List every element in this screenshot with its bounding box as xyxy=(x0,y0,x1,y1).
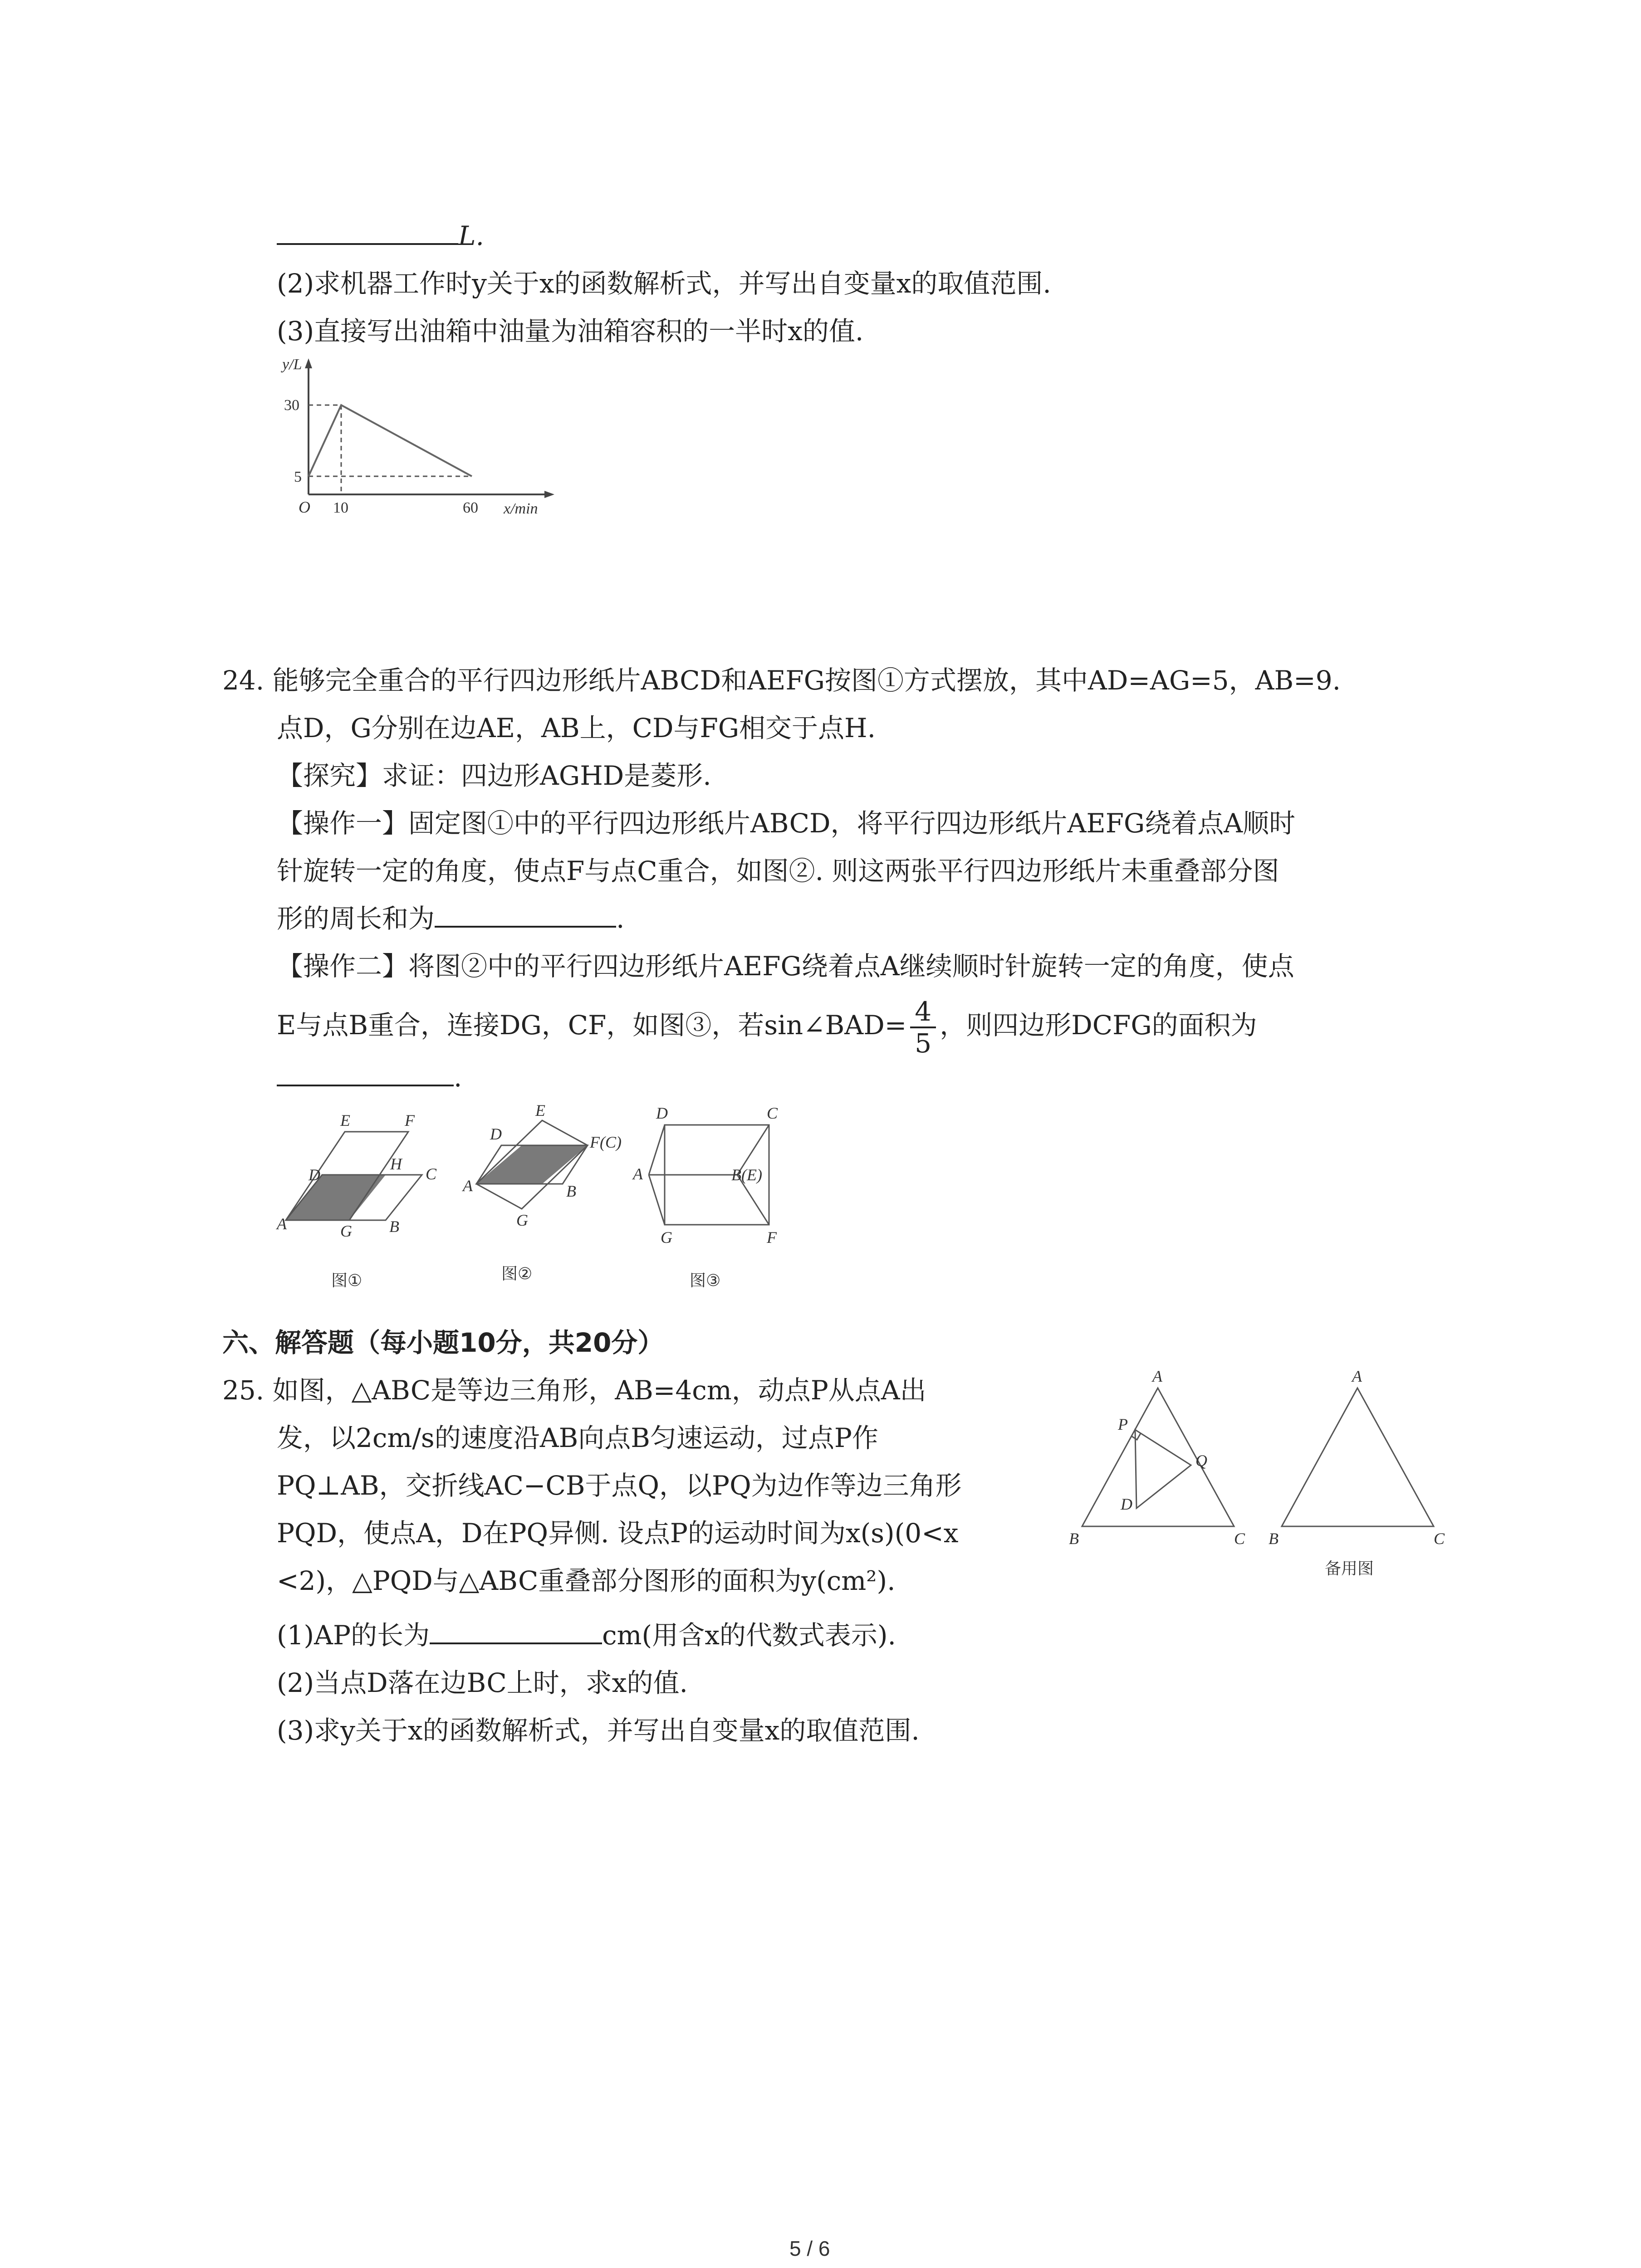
label-FC: F(C) xyxy=(590,1133,622,1151)
label-B: B xyxy=(566,1182,576,1200)
label-G: G xyxy=(661,1228,672,1246)
label-E: E xyxy=(535,1101,545,1119)
caption-fig2: 图② xyxy=(501,1264,533,1283)
label-B: B xyxy=(1269,1530,1279,1548)
x-axis-arrow xyxy=(544,491,554,498)
answer-blank xyxy=(435,917,616,928)
answer-blank xyxy=(277,234,458,245)
x-tick-60: 60 xyxy=(463,499,478,516)
y-tick-5: 5 xyxy=(294,469,302,485)
q24-line1: 24. 能够完全重合的平行四边形纸片ABCD和AEFG按图①方式摆放，其中AD=AG=5，AB=9. xyxy=(222,665,1341,696)
x-tick-10: 10 xyxy=(333,499,348,516)
q24-figure-1 xyxy=(277,1102,454,1293)
label-C: C xyxy=(767,1104,778,1122)
q25-line1: 25. 如图，△ABC是等边三角形，AB=4cm，动点P从点A出 xyxy=(222,1375,926,1406)
q24-line2: 点D，G分别在边AE，AB上，CD与FG相交于点H. xyxy=(277,713,876,743)
q25-part1: (1)AP的长为 cm(用含x的代数式表示). xyxy=(277,1620,896,1651)
triangle-ABC xyxy=(1282,1388,1434,1526)
q24-line4: 【操作一】固定图①中的平行四边形纸片ABCD，将平行四边形纸片AEFG绕着点A顺时 xyxy=(277,808,1296,839)
label-A: A xyxy=(463,1177,473,1195)
answer-blank xyxy=(277,1075,454,1086)
segment-AG xyxy=(649,1175,665,1225)
caption-fig3: 图③ xyxy=(690,1271,721,1290)
q25-part3: (3)求y关于x的函数解析式，并写出自变量x的取值范围. xyxy=(277,1715,920,1746)
q23-graph xyxy=(272,354,563,517)
label-B: B xyxy=(1069,1530,1079,1548)
segment-AD xyxy=(649,1125,665,1175)
q25-line4: PQD，使点A，D在PQ异侧. 设点P的运动时间为x(s)(0<x xyxy=(277,1518,959,1549)
label-F: F xyxy=(405,1111,415,1129)
label-F: F xyxy=(767,1228,777,1246)
label-G: G xyxy=(340,1222,352,1240)
q25-line2: 发，以2cm/s的速度沿AB向点B匀速运动，过点P作 xyxy=(277,1422,878,1453)
label-Q: Q xyxy=(1195,1452,1207,1470)
q24-line6: 形的周长和为 . xyxy=(277,903,625,934)
label-E: E xyxy=(340,1111,350,1129)
fuel-line xyxy=(309,405,472,476)
label-BE: B(E) xyxy=(731,1166,762,1184)
caption-fig1: 图① xyxy=(331,1271,362,1290)
q23-part1-answer-line: L. xyxy=(277,218,484,254)
q23-part3: (3)直接写出油箱中油量为油箱容积的一半时x的值. xyxy=(277,316,864,347)
x-axis-label: x/min xyxy=(504,500,538,517)
shaded-overlap xyxy=(476,1145,588,1184)
q25-part2: (2)当点D落在边BC上时，求x的值. xyxy=(277,1667,688,1698)
label-C: C xyxy=(1234,1530,1245,1548)
label-B: B xyxy=(389,1217,399,1236)
label-H: H xyxy=(390,1155,402,1173)
origin-label: O xyxy=(299,498,310,516)
label-A: A xyxy=(633,1165,643,1183)
label-A: A xyxy=(277,1215,287,1233)
section-heading: 六、解答题（每小题10分，共20分） xyxy=(222,1327,664,1358)
y-axis-arrow xyxy=(305,358,312,368)
y-tick-30: 30 xyxy=(284,397,299,414)
page-number: 5 / 6 xyxy=(789,2237,830,2260)
q24-line5: 针旋转一定的角度，使点F与点C重合，如图②. 则这两张平行四边形纸片未重叠部分图 xyxy=(277,855,1279,886)
label-C: C xyxy=(426,1165,437,1183)
caption-spare: 备用图 xyxy=(1325,1559,1374,1578)
q23-part2: (2)求机器工作时y关于x的函数解析式，并写出自变量x的取值范围. xyxy=(277,268,1051,299)
label-D: D xyxy=(656,1104,668,1122)
label-A: A xyxy=(1352,1367,1362,1385)
label-C: C xyxy=(1434,1530,1445,1548)
label-D: D xyxy=(1121,1495,1132,1513)
label-D: D xyxy=(490,1125,502,1143)
y-axis-label: y/L xyxy=(282,356,302,373)
label-P: P xyxy=(1118,1415,1128,1433)
q24-line7: 【操作二】将图②中的平行四边形纸片AEFG绕着点A继续顺时针旋转一定的角度，使点 xyxy=(277,951,1294,982)
q25-line3: PQ⊥AB，交折线AC−CB于点Q，以PQ为边作等边三角形 xyxy=(277,1470,962,1501)
sin-fraction: $\frac{4}{5}$ xyxy=(910,997,936,1058)
q25-figure xyxy=(1062,1367,1252,1556)
q24-line3: 【探究】求证：四边形AGHD是菱形. xyxy=(277,760,711,791)
triangle-ABC xyxy=(1082,1388,1234,1526)
label-G: G xyxy=(516,1211,528,1229)
triangle-PQD xyxy=(1135,1430,1191,1508)
q24-figure-3 xyxy=(631,1102,808,1293)
q25-spare-figure xyxy=(1261,1367,1452,1583)
label-A: A xyxy=(1152,1367,1162,1385)
q24-line9: . xyxy=(277,1059,462,1095)
answer-blank xyxy=(430,1633,602,1644)
q24-figure-2 xyxy=(458,1102,626,1293)
q24-line8: E与点B重合，连接DG，CF，如图③，若sin∠BAD= $\frac{4}{5}$ ，则四边形DCFG的面积为 xyxy=(277,996,1257,1059)
q25-line5: <2)，△PQD与△ABC重叠部分图形的面积为y(cm²). xyxy=(277,1565,896,1596)
label-D: D xyxy=(309,1166,320,1184)
